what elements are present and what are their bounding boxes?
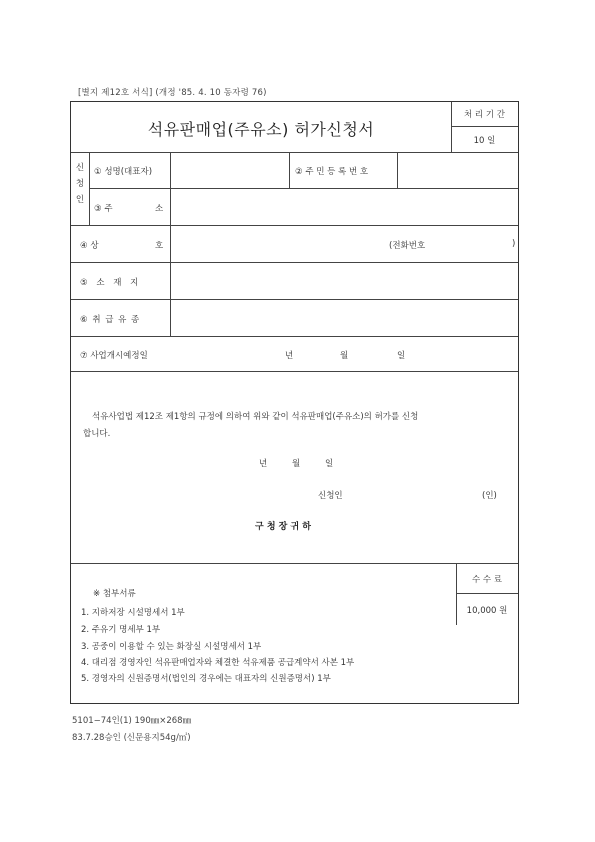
divider	[71, 225, 518, 226]
attachment-item: 3. 공중이 이용할 수 있는 화장실 시설명세서 1부	[81, 642, 262, 652]
fee-label: 수 수 료	[471, 575, 503, 585]
divider	[89, 152, 90, 225]
phone-label: (전화번호	[389, 241, 426, 251]
divider	[89, 188, 518, 189]
name-label: ① 성명(대표자)	[94, 167, 153, 177]
phone-close: )	[512, 239, 516, 249]
divider	[170, 152, 171, 336]
attachment-item: 1. 지하저장 시설명세서 1부	[81, 608, 185, 618]
address-label-end: 소	[155, 204, 164, 214]
applicant-side-char: 인	[75, 195, 85, 205]
trade-name-label-end: 호	[155, 241, 164, 251]
trade-name-field[interactable]	[172, 227, 516, 260]
start-date-year: 년	[285, 351, 294, 361]
divider	[71, 371, 518, 372]
attachment-item: 2. 주유기 명세부 1부	[81, 625, 161, 635]
name-field[interactable]	[172, 154, 287, 186]
addressee: 구 청 장 귀 하	[255, 522, 312, 532]
sign-date-year: 년	[259, 459, 268, 469]
divider	[289, 152, 290, 188]
statement-line1: 석유사업법 제12조 제1항의 규정에 의하여 위와 같이 석유판매업(주유소)의 허가를 신청	[92, 412, 419, 422]
divider	[71, 336, 518, 337]
start-date-month: 월	[340, 351, 349, 361]
location-field[interactable]	[172, 264, 516, 297]
products-field[interactable]	[172, 301, 516, 334]
products-label: ⑥ 취 급 유 종	[80, 315, 140, 325]
applicant-side-label	[71, 160, 89, 208]
location-label: ⑤ 소 재 지	[80, 278, 139, 288]
form-title: 석유판매업(주유소) 허가신청서	[147, 120, 375, 139]
approval-note: 83.7.28승인 (신문용지54g/㎡)	[72, 733, 191, 743]
sign-date-day: 일	[325, 459, 334, 469]
divider	[397, 152, 398, 188]
sign-date-month: 월	[292, 459, 301, 469]
applicant-side-char: 신	[75, 163, 85, 173]
attachments-heading: ※ 첨부서류	[93, 589, 136, 599]
address-field[interactable]	[172, 190, 516, 223]
divider	[71, 152, 518, 153]
start-date-label: ⑦ 사업개시예정일	[80, 351, 148, 361]
divider	[71, 299, 518, 300]
divider	[451, 126, 518, 127]
address-label: ③ 주	[94, 204, 113, 214]
divider	[71, 563, 518, 564]
applicant-side-char: 청	[75, 179, 85, 189]
processing-period-label: 처 리 기 간	[464, 110, 505, 120]
divider	[71, 262, 518, 263]
attachment-item: 5. 경영자의 신원증명서(법인의 경우에는 대표자의 신원증명서) 1부	[81, 674, 331, 684]
form-number-note: [별지 제12호 서식] (개정 '85. 4. 10 동자령 76)	[78, 88, 267, 98]
start-date-day: 일	[397, 351, 406, 361]
resident-number-field[interactable]	[399, 154, 516, 186]
fee-value: 10,000 원	[466, 606, 508, 616]
statement-line2: 합니다.	[83, 429, 111, 439]
divider	[456, 593, 518, 594]
applicant-sign-label: 신청인	[318, 491, 343, 501]
seal-mark: (인)	[482, 491, 497, 501]
attachment-item: 4. 대리점 경영자인 석유판매업자와 체결한 석유제품 공급계약서 사본 1부	[81, 658, 355, 668]
processing-period-value: 10 일	[473, 136, 496, 146]
trade-name-label: ④ 상	[80, 241, 99, 251]
start-date-field[interactable]	[172, 338, 516, 369]
resident-number-label: ② 주 민 등 록 번 호	[295, 167, 369, 177]
print-spec: 5101−74인(1) 190㎜×268㎜	[72, 716, 192, 726]
